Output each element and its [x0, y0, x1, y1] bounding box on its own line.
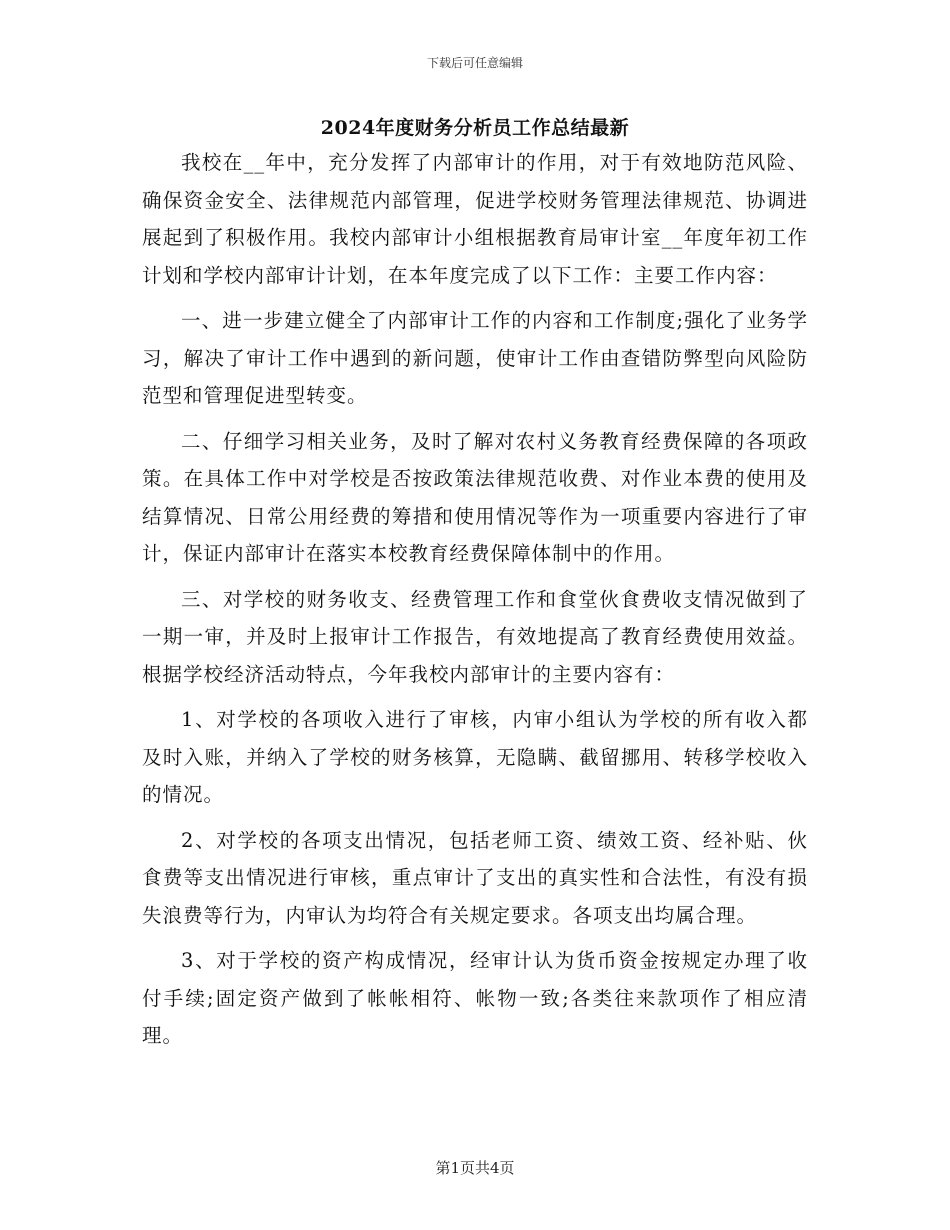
header-note: 下载后可任意编辑 — [426, 56, 523, 70]
paragraph-item-1: 一、进一步建立健全了内部审计工作的内容和工作制度;强化了业务学习，解决了审计工作中遇到的新问题，使审计工作由查错防弊型向风险防范型和管理促进型转变。 — [142, 309, 808, 407]
paragraph-subitem-2: 2、对学校的各项支出情况，包括老师工资、绩效工资、经补贴、伙食费等支出情况进行审核，重点审计了支出的真实性和合法性，有没有损失浪费等行为，内审认为均符合有关规定要求。各项支出均属合理。 — [142, 828, 808, 927]
paragraph-subitem-3: 3、对于学校的资产构成情况，经审计认为货币资金按规定办理了收付手续;固定资产做到了帐帐相符、帐物一致;各类往来款项作了相应清理。 — [142, 949, 808, 1047]
paragraph-intro: 我校在__年中，充分发挥了内部审计的作用，对于有效地防范风险、确保资金安全、法律规范内部管理，促进学校财务管理法律规范、协调进展起到了积极作用。我校内部审计小组根据教育局审计室__年度年初工作计划和学校内部审计计划，在本年度完成了以下工作：主要工作内容： — [142, 151, 808, 287]
document-title: 2024年度财务分析员工作总结最新 — [320, 117, 630, 139]
page-number: 第1页共4页 — [435, 1159, 515, 1177]
paragraph-item-2: 二、仔细学习相关业务，及时了解对农村义务教育经费保障的各项政策。在具体工作中对学校是否按政策法律规范收费、对作业本费的使用及结算情况、日常公用经费的筹措和使用情况等作为一项重要内容进行了审计，保证内部审计在落实本校教育经费保障体制中的作用。 — [142, 429, 808, 565]
document-body — [142, 144, 808, 1063]
paragraph-subitem-1: 1、对学校的各项收入进行了审核，内审小组认为学校的所有收入都及时入账，并纳入了学校的财务核算，无隐瞒、截留挪用、转移学校收入的情况。 — [142, 708, 808, 806]
paragraph-item-3: 三、对学校的财务收支、经费管理工作和食堂伙食费收支情况做到了一期一审，并及时上报审计工作报告，有效地提高了教育经费使用效益。根据学校经济活动特点，今年我校内部审计的主要内容有： — [142, 587, 808, 686]
